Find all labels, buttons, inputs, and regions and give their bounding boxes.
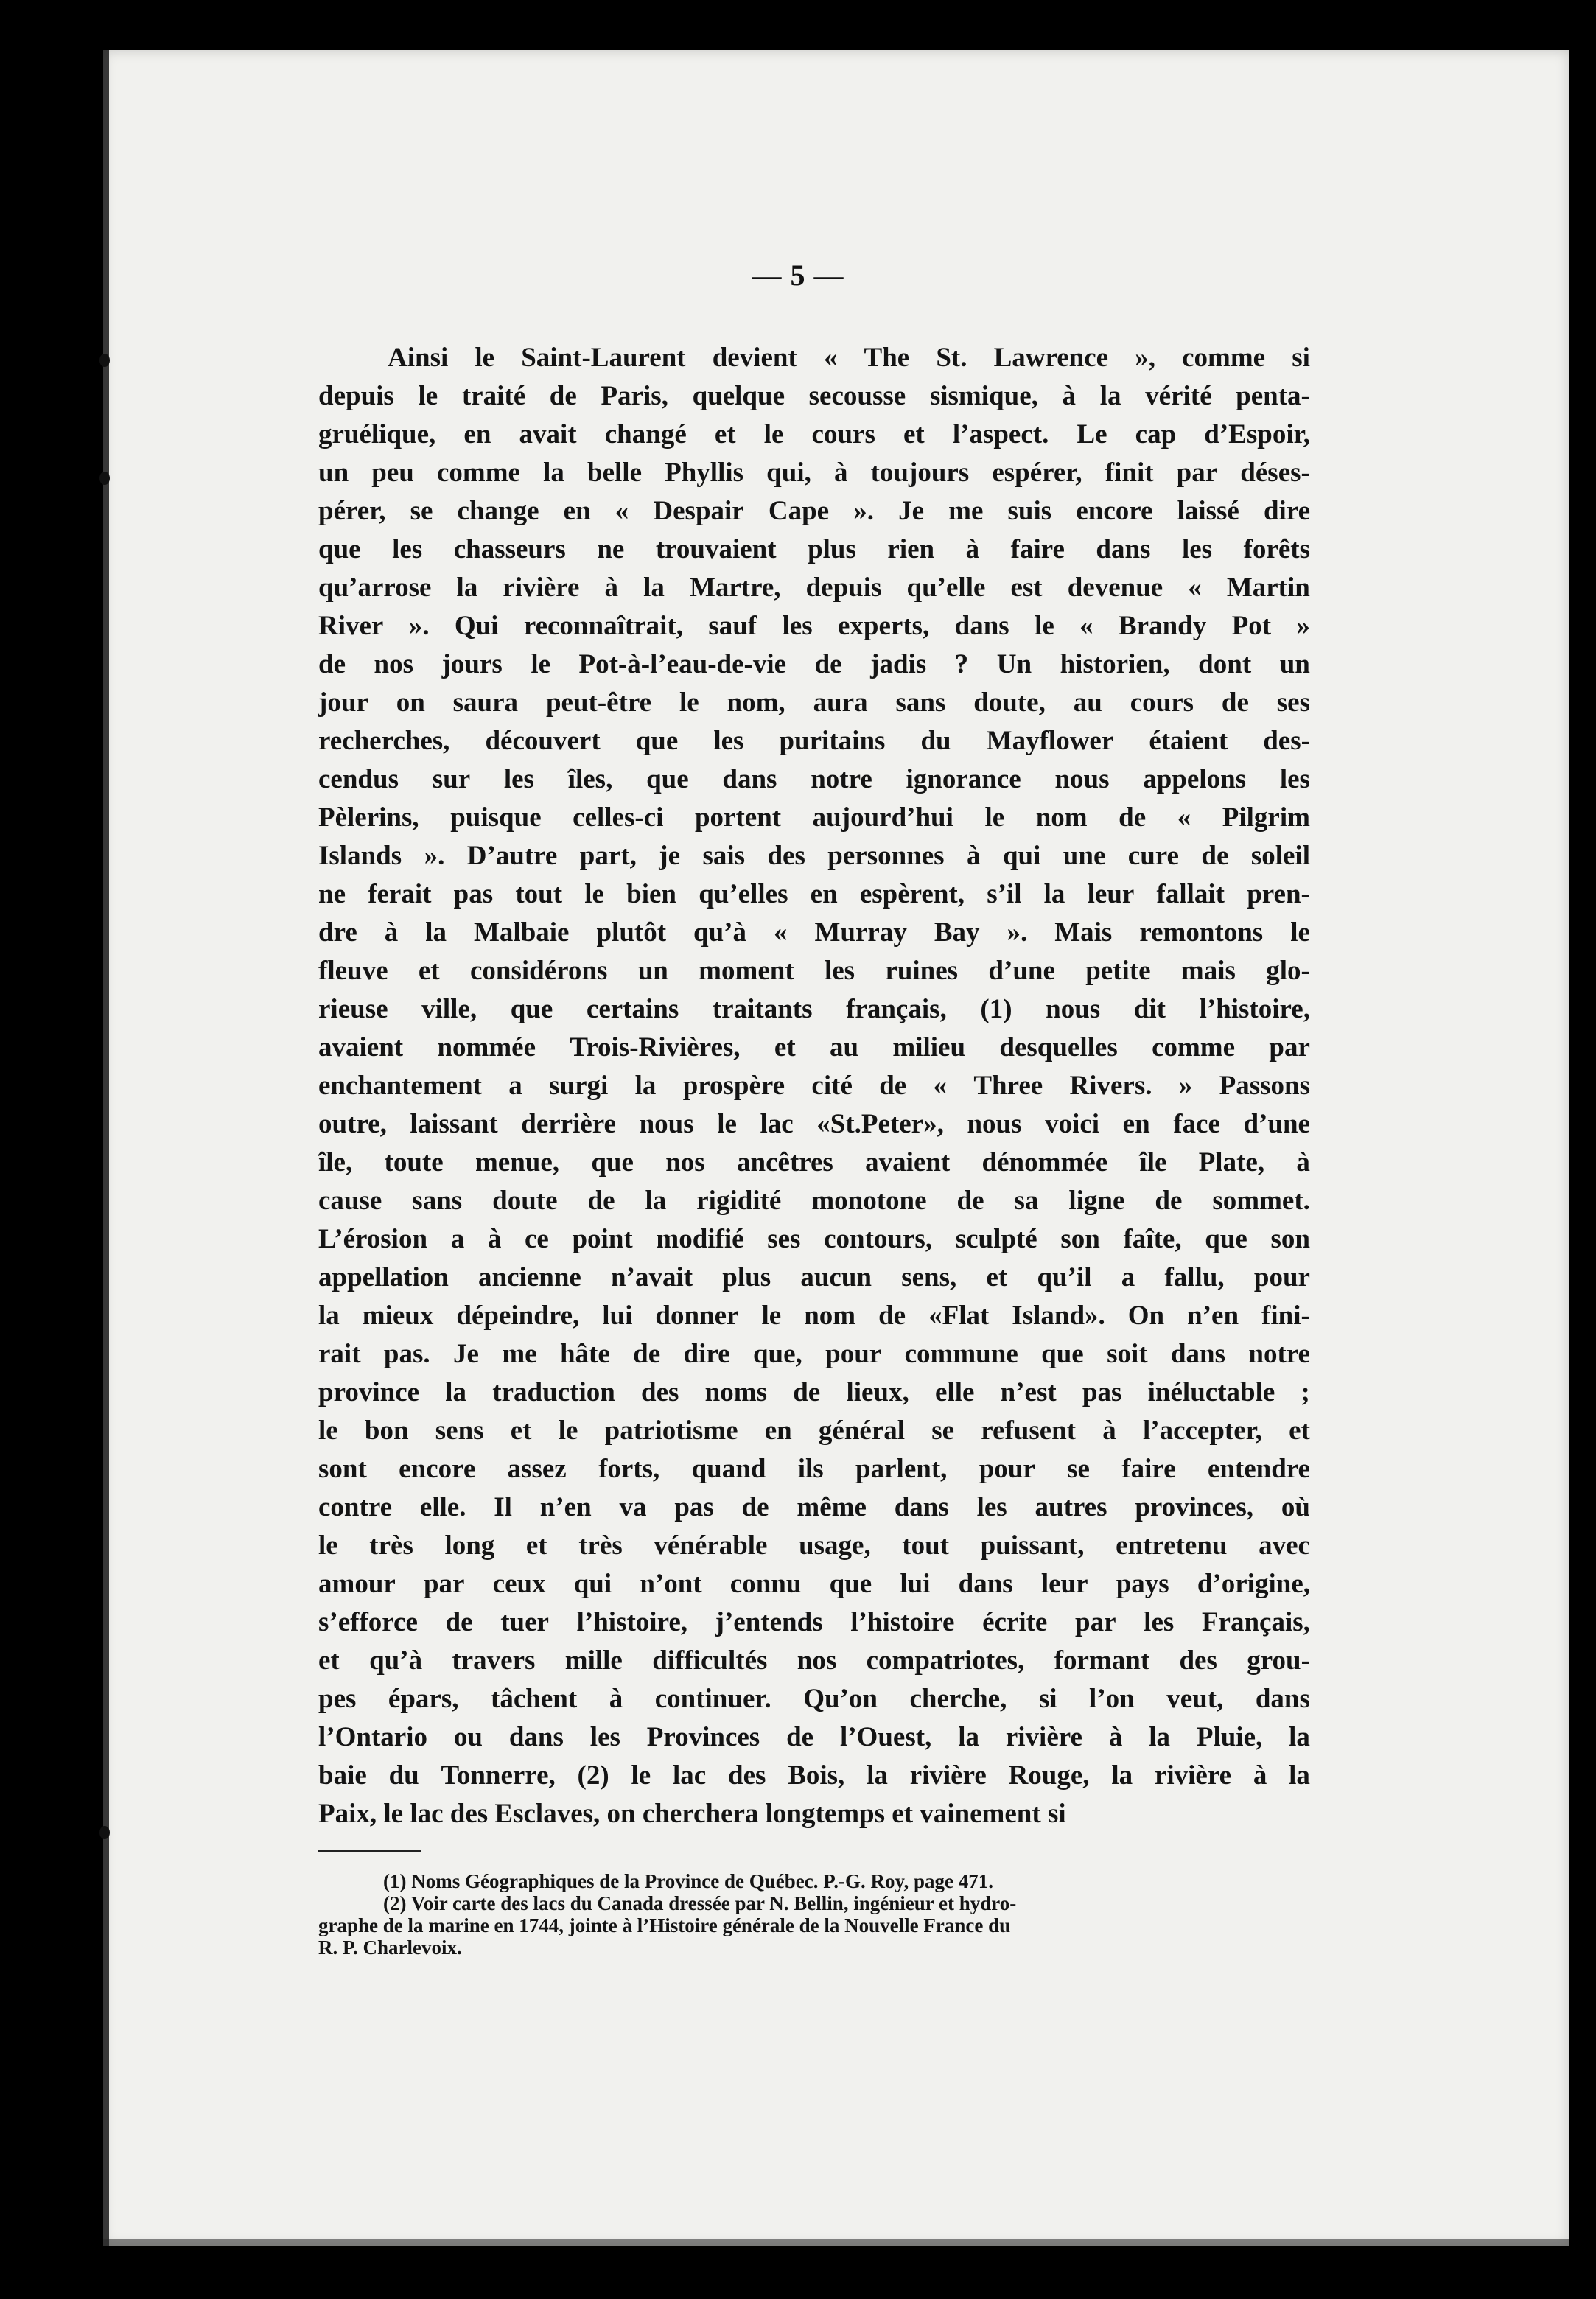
body-line: Ainsi le Saint-Laurent devient « The St. Lawrence », comme si [388,343,1310,373]
body-line: que les chasseurs ne trouvaient plus rien à faire dans les forêts [318,534,1310,564]
body-line: sont encore assez forts, quand ils parlent, pour se faire entendre [318,1454,1310,1484]
body-line: outre, laissant derrière nous le lac «St.Peter», nous voici en face d’une [318,1109,1310,1139]
body-line: pes épars, tâchent à continuer. Qu’on cherche, si l’on veut, dans [318,1684,1310,1714]
footnote-2: (2) Voir carte des lacs du Canada dressée par N. Bellin, ingénieur et hydro- [383,1892,1017,1914]
body-line: cause sans doute de la rigidité monotone de sa ligne de sommet. [318,1186,1310,1216]
body-line: la mieux dépeindre, lui donner le nom de «Flat Island». On n’en fini- [318,1301,1310,1331]
body-line: fleuve et considérons un moment les ruines d’une petite mais glo- [318,956,1310,986]
body-line: avaient nommée Trois-Rivières, et au milieu desquelles comme par [318,1032,1310,1063]
margin-mark [99,472,110,485]
body-line: contre elle. Il n’en va pas de même dans les autres provinces, où [318,1492,1310,1522]
footnote-1: (1) Noms Géographiques de la Province de Québec. P.-G. Roy, page 471. [383,1870,993,1892]
body-line: appellation ancienne n’avait plus aucun sens, et qu’il a fallu, pour [318,1262,1310,1292]
body-line: recherches, découvert que les puritains du Mayflower étaient des- [318,726,1310,756]
body-line: L’érosion a à ce point modifié ses contours, sculpté son faîte, que son [318,1224,1310,1254]
body-line: ne ferait pas tout le bien qu’elles en espèrent, s’il la leur fallait pren- [318,879,1310,909]
body-line: de nos jours le Pot-à-l’eau-de-vie de jadis ? Un historien, dont un [318,649,1310,679]
footnotes [318,1870,1310,1959]
body-line: Islands ». D’autre part, je sais des personnes à qui une cure de soleil [318,841,1310,871]
body-line: qu’arrose la rivière à la Martre, depuis qu’elle est devenue « Martin [318,573,1310,603]
body-line: le bon sens et le patriotisme en général se refusent à l’accepter, et [318,1416,1310,1446]
body-line: et qu’à travers mille difficultés nos compatriotes, formant des grou- [318,1645,1310,1676]
body-line: Pèlerins, puisque celles-ci portent aujourd’hui le nom de « Pilgrim [318,802,1310,833]
margin-mark [99,1826,110,1839]
left-binding-edge [103,50,109,2246]
bottom-scan-edge [103,2239,1569,2246]
footnote-2-continued: R. P. Charlevoix. [318,1936,462,1959]
body-text [318,339,1310,1833]
body-line: cendus sur les îles, que dans notre ignorance nous appelons les [318,764,1310,794]
body-line: rieuse ville, que certains traitants français, (1) nous dit l’histoire, [318,994,1310,1024]
body-line: île, toute menue, que nos ancêtres avaient dénommée île Plate, à [318,1147,1310,1178]
page-number: — 5 — [752,259,844,292]
body-line: rait pas. Je me hâte de dire que, pour commune que soit dans notre [318,1339,1310,1369]
body-line: Paix, le lac des Esclaves, on cherchera longtemps et vainement si [318,1799,1066,1829]
body-line: jour on saura peut-être le nom, aura sans doute, au cours de ses [318,687,1310,718]
body-line: amour par ceux qui n’ont connu que lui dans leur pays d’origine, [318,1569,1310,1599]
body-line: enchantement a surgi la prospère cité de « Three Rivers. » Passons [318,1071,1310,1101]
body-line: baie du Tonnerre, (2) le lac des Bois, la rivière Rouge, la rivière à la [318,1760,1310,1791]
body-line: dre à la Malbaie plutôt qu’à « Murray Bay ». Mais remontons le [318,917,1310,948]
footnote-2-continued: graphe de la marine en 1744, jointe à l’Histoire générale de la Nouvelle France du [318,1914,1011,1936]
body-line: le très long et très vénérable usage, tout puissant, entretenu avec [318,1530,1310,1561]
margin-mark [99,354,110,367]
body-line: River ». Qui reconnaîtrait, sauf les experts, dans le « Brandy Pot » [318,611,1310,641]
body-line: gruélique, en avait changé et le cours et l’aspect. Le cap d’Espoir, [318,419,1310,449]
footnote-separator [318,1850,421,1852]
body-line: province la traduction des noms de lieux, elle n’est pas inéluctable ; [318,1377,1310,1407]
body-line: s’efforce de tuer l’histoire, j’entends l’histoire écrite par les Français, [318,1607,1310,1637]
body-line: depuis le traité de Paris, quelque secousse sismique, à la vérité penta- [318,381,1310,411]
body-line: un peu comme la belle Phyllis qui, à toujours espérer, finit par déses- [318,458,1310,488]
body-line: pérer, se change en « Despair Cape ». Je me suis encore laissé dire [318,496,1310,526]
body-line: l’Ontario ou dans les Provinces de l’Ouest, la rivière à la Pluie, la [318,1722,1310,1752]
